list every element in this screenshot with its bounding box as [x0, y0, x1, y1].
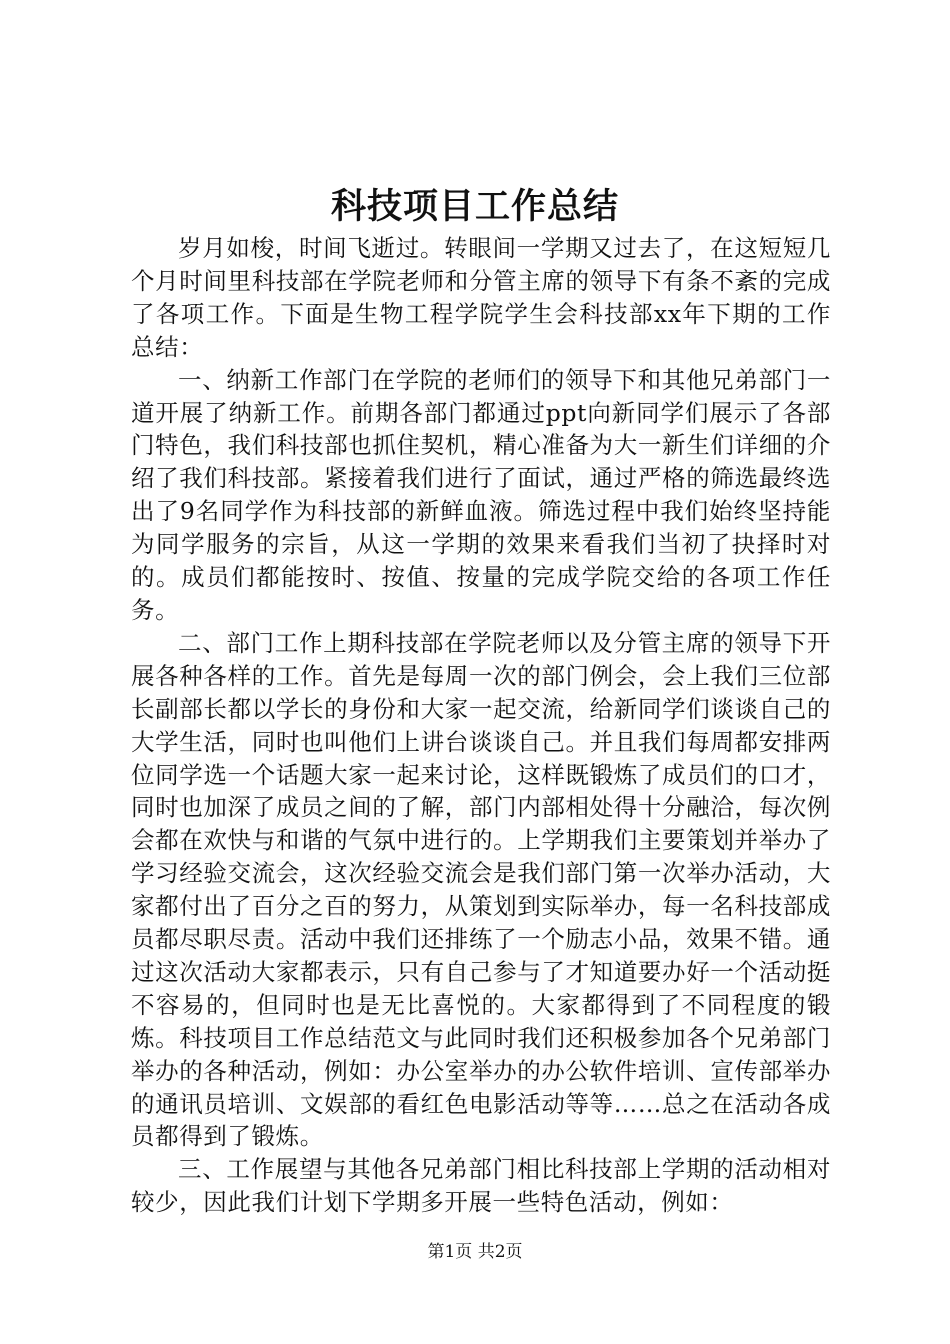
page-number-footer: 第1页 共2页: [427, 1242, 523, 1262]
document-title: 科技项目工作总结: [330, 186, 619, 227]
document-body: [131, 232, 831, 1219]
paragraph-recruitment: 一、纳新工作部门在学院的老师们的领导下和其他兄弟部门一道开展了纳新工作。前期各部门都通过ppt向新同学们展示了各部门特色，我们科技部也抓住契机，精心准备为大一新生们详细的介绍了我们科技部。紧接着我们进行了面试，通过严格的筛选最终选出了9名同学作为科技部的新鲜血液。筛选过程中我们始终坚持能为同学服务的宗旨，从这一学期的效果来看我们当初了抉择时对的。成员们都能按时、按值、按量的完成学院交给的各项工作任务。: [131, 365, 831, 624]
paragraph-intro: 岁月如梭，时间飞逝过。转眼间一学期又过去了，在这短短几个月时间里科技部在学院老师和分管主席的领导下有条不紊的完成了各项工作。下面是生物工程学院学生会科技部xx年下期的工作总结：: [131, 234, 831, 361]
paragraph-outlook: 三、工作展望与其他各兄弟部门相比科技部上学期的活动相对较少，因此我们计划下学期多开展一些特色活动，例如：: [131, 1155, 831, 1217]
paragraph-department-work: 二、部门工作上期科技部在学院老师以及分管主席的领导下开展各种各样的工作。首先是每周一次的部门例会，会上我们三位部长副部长都以学长的身份和大家一起交流，给新同学们谈谈自己的大学生活，同时也叫他们上讲台谈谈自己。并且我们每周都安排两位同学选一个话题大家一起来讨论，这样既锻炼了成员们的口才，同时也加深了成员之间的了解，部门内部相处得十分融洽，每次例会都在欢快与和谐的气氛中进行的。上学期我们主要策划并举办了学习经验交流会，这次经验交流会是我们部门第一次举办活动，大家都付出了百分之百的努力，从策划到实际举办，每一名科技部成员都尽职尽责。活动中我们还排练了一个励志小品，效果不错。通过这次活动大家都表示，只有自己参与了才知道要办好一个活动挺不容易的，但同时也是无比喜悦的。大家都得到了不同程度的锻炼。科技项目工作总结范文与此同时我们还积极参加各个兄弟部门举办的各种活动，例如：办公室举办的办公软件培训、宣传部举办的通讯员培训、文娱部的看红色电影活动等等……总之在活动各成员都得到了锻炼。: [131, 628, 831, 1151]
